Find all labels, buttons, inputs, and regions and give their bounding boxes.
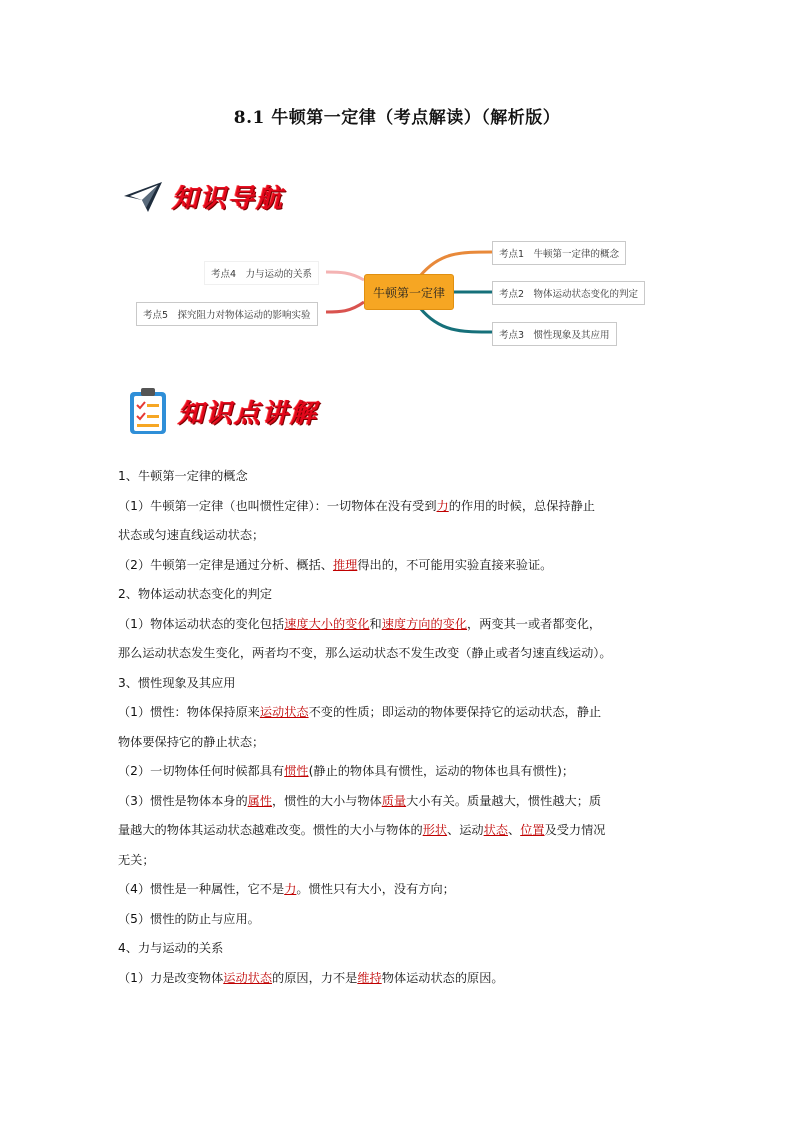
content-line — [118, 669, 688, 699]
key-term: 位置 — [520, 823, 545, 837]
text-segment: 、运动 — [447, 823, 484, 837]
key-term: 力 — [436, 498, 449, 513]
content-line — [118, 580, 688, 610]
mind-map — [130, 232, 670, 352]
text-segment: （5）惯性的防止与应用。 — [118, 911, 260, 926]
text-segment: （1）力是改变物体 — [118, 970, 224, 985]
text-segment: 物体要保持它的静止状态； — [118, 734, 265, 749]
knowledge-nav-banner — [122, 178, 284, 215]
text-segment: （2）牛顿第一定律是通过分析、概括、 — [118, 557, 333, 572]
key-term: 状态 — [483, 823, 508, 837]
mind-map-node-2: 考点2 物体运动状态变化的判定 — [492, 281, 645, 305]
content-line — [118, 728, 688, 758]
mind-map-node-5: 考点5 探究阻力对物体运动的影响实验 — [136, 302, 318, 326]
text-segment: （2）一切物体任何时候都具有 — [118, 764, 285, 778]
key-term: 属性 — [247, 793, 273, 808]
mind-map-node-3: 考点3 惯性现象及其应用 — [492, 322, 617, 346]
key-term: 运动状态 — [259, 705, 309, 719]
content-line — [118, 905, 688, 935]
text-segment: （1）牛顿第一定律（也叫惯性定律）：一切物体在没有受到 — [118, 498, 437, 513]
content-line — [118, 551, 688, 581]
text-segment: 得出的，不可能用实验直接来验证。 — [357, 557, 553, 572]
text-segment: 4、力与运动的关系 — [118, 941, 224, 955]
text-segment: 量越大的物体其运动状态越难改变。惯性的大小与物体的 — [118, 823, 423, 837]
key-term: 惯性 — [284, 764, 309, 778]
content-line — [118, 787, 688, 817]
page-title: 8.1 牛顿第一定律（考点解读）（解析版） — [233, 108, 561, 128]
text-segment: 1、牛顿第一定律的概念 — [118, 469, 248, 483]
text-segment: 3、惯性现象及其应用 — [118, 675, 236, 690]
mind-map-center-node: 牛顿第一定律 — [364, 274, 454, 310]
mind-map-node-4: 考点4 力与运动的关系 — [204, 261, 319, 285]
text-segment: 那么运动状态发生变化，两者均不变，那么运动状态不发生改变（静止或者匀速直线运动）。 — [118, 646, 612, 660]
text-segment: 2、物体运动状态变化的判定 — [118, 587, 273, 601]
mind-map-node-1: 考点1 牛顿第一定律的概念 — [492, 241, 626, 265]
content-line — [118, 462, 688, 492]
text-segment: 的作用的时候，总保持静止 — [448, 498, 595, 513]
text-segment: 的原因，力不是 — [272, 970, 358, 985]
content-line — [118, 816, 688, 846]
content-line — [118, 934, 688, 964]
key-term: 形状 — [422, 823, 448, 837]
content-line — [118, 698, 688, 728]
content-line — [118, 757, 688, 787]
content-body — [118, 462, 688, 993]
text-segment: （1）惯性：物体保持原来 — [118, 705, 260, 719]
text-segment: 、 — [508, 823, 521, 837]
text-segment: 。惯性只有大小，没有方向； — [296, 882, 455, 896]
content-line — [118, 875, 688, 905]
content-line — [118, 610, 688, 640]
content-line — [118, 521, 688, 551]
text-segment: 大小有关。质量越大，惯性越大；质 — [406, 793, 602, 808]
key-term: 运动状态 — [223, 970, 273, 985]
content-line — [118, 964, 688, 994]
text-segment: 物体运动状态的原因。 — [381, 970, 504, 985]
text-segment: （4）惯性是一种属性，它不是 — [118, 882, 285, 896]
key-term: 质量 — [381, 793, 407, 808]
key-term: 力 — [284, 882, 297, 896]
text-segment: 状态或匀速直线运动状态； — [118, 528, 265, 542]
text-segment: ，两变其一或者都变化， — [467, 616, 602, 631]
knowledge-nav-text: 知识导航 — [172, 184, 285, 214]
text-segment: ，惯性的大小与物体 — [272, 793, 382, 808]
text-segment: 及受力情况 — [544, 823, 606, 837]
text-segment: （3）惯性是物体本身的 — [118, 793, 248, 808]
key-term: 推理 — [332, 557, 358, 572]
content-line — [118, 492, 688, 522]
text-segment: 不变的性质；即运动的物体要保持它的运动状态，静止 — [308, 705, 602, 719]
clipboard-checklist-icon — [128, 386, 168, 436]
knowledge-points-banner — [128, 386, 318, 436]
key-term: 维持 — [357, 970, 382, 985]
text-segment: 和 — [369, 616, 382, 631]
text-segment: （1）物体运动状态的变化包括 — [118, 616, 285, 631]
content-line — [118, 846, 688, 876]
key-term: 速度方向的变化 — [381, 616, 468, 631]
content-line — [118, 639, 688, 669]
paper-plane-icon — [122, 180, 164, 214]
knowledge-points-text: 知识点讲解 — [178, 398, 319, 429]
text-segment: (静止的物体具有惯性，运动的物体也具有惯性)； — [308, 764, 575, 778]
key-term: 速度大小的变化 — [284, 616, 370, 631]
text-segment: 无关； — [118, 852, 155, 867]
